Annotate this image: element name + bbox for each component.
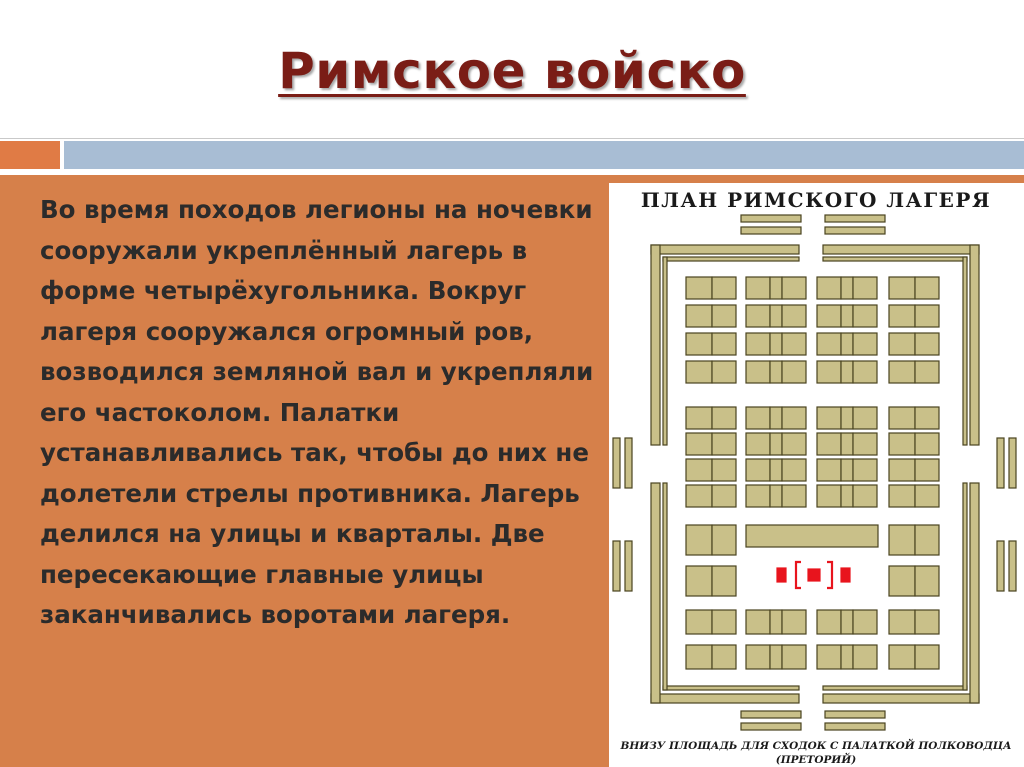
tent	[686, 525, 712, 555]
tent	[853, 645, 877, 669]
plan-title: ПЛАН РИМСКОГО ЛАГЕРЯ	[640, 188, 992, 212]
wall-right-bottom	[970, 483, 979, 703]
tent	[746, 333, 770, 355]
tent	[770, 361, 782, 383]
tent	[853, 433, 877, 455]
tent	[853, 485, 877, 507]
gate-top-bar-1	[741, 215, 801, 222]
gate-left-upper-2	[625, 438, 632, 488]
tent	[853, 361, 877, 383]
tent	[746, 459, 770, 481]
tent	[853, 277, 877, 299]
gate-top-bar-2	[741, 227, 801, 234]
tent	[889, 333, 915, 355]
tent	[782, 610, 806, 634]
gate-right-upper-2	[1009, 438, 1016, 488]
tent	[915, 525, 939, 555]
tent	[686, 566, 712, 596]
gate-right-upper-1	[997, 438, 1004, 488]
gate-bottom-bar-2	[741, 723, 801, 730]
tent	[782, 361, 806, 383]
wall-inner-bottom-right	[823, 686, 967, 690]
tent	[746, 407, 770, 429]
tent	[853, 333, 877, 355]
tent	[889, 407, 915, 429]
slide-title: Римское войско	[278, 42, 746, 100]
tent	[817, 277, 841, 299]
tent	[841, 485, 853, 507]
tent	[686, 645, 712, 669]
wall-inner-bottom-left	[663, 686, 799, 690]
tent	[782, 407, 806, 429]
tent	[782, 433, 806, 455]
gate-bottom-bar-1	[741, 711, 801, 718]
praetorium-tent	[808, 569, 820, 581]
wall-right-top	[970, 245, 979, 445]
tent	[915, 459, 939, 481]
wall-inner-right-bottom	[963, 483, 967, 690]
tent	[712, 433, 736, 455]
tent	[746, 305, 770, 327]
tent	[686, 407, 712, 429]
camp-tents	[686, 277, 939, 669]
tent	[817, 433, 841, 455]
praetorium-marker-left	[777, 568, 786, 582]
tent	[853, 407, 877, 429]
tent	[746, 361, 770, 383]
tent	[915, 277, 939, 299]
tent	[712, 525, 736, 555]
tent	[889, 433, 915, 455]
gate-left-lower-1	[613, 541, 620, 591]
gate-bottom-bar-3	[825, 711, 885, 718]
header-rule	[0, 138, 1024, 139]
tent	[889, 610, 915, 634]
wall-inner-right-top	[963, 257, 967, 445]
tent	[686, 305, 712, 327]
tent	[712, 333, 736, 355]
tent	[853, 459, 877, 481]
tent	[782, 459, 806, 481]
wall-bottom-right	[823, 694, 979, 703]
gate-top-bar-3	[825, 215, 885, 222]
tent	[841, 277, 853, 299]
gate-right-lower-1	[997, 541, 1004, 591]
tent	[915, 485, 939, 507]
tent	[712, 407, 736, 429]
tent	[746, 277, 770, 299]
tent	[770, 485, 782, 507]
tent	[712, 610, 736, 634]
wall-bottom-left	[651, 694, 799, 703]
tent	[817, 305, 841, 327]
gate-left-upper-1	[613, 438, 620, 488]
tent	[841, 407, 853, 429]
tent	[712, 485, 736, 507]
tent	[915, 645, 939, 669]
plan-caption-line1: ВНИЗУ ПЛОЩАДЬ ДЛЯ СХОДОК С ПАЛАТКОЙ ПОЛКОВОДЦА	[620, 740, 1012, 752]
tent	[746, 645, 770, 669]
gate-left-lower-2	[625, 541, 632, 591]
tent	[770, 645, 782, 669]
tent	[889, 645, 915, 669]
tent	[770, 407, 782, 429]
praetorium-icon	[777, 562, 850, 588]
tent	[782, 645, 806, 669]
tent	[712, 361, 736, 383]
tent	[817, 407, 841, 429]
accent-bar-blue	[64, 141, 1024, 169]
camp-gates	[613, 215, 1016, 730]
tent	[841, 610, 853, 634]
tent	[841, 305, 853, 327]
tent	[889, 361, 915, 383]
tent	[712, 305, 736, 327]
tent	[746, 610, 770, 634]
tent	[915, 361, 939, 383]
gate-bottom-bar-4	[825, 723, 885, 730]
tent	[770, 459, 782, 481]
wall-inner-left-bottom	[663, 483, 667, 690]
praetorium-marker-right	[841, 568, 850, 582]
accent-bar-orange	[0, 141, 60, 169]
tent	[686, 433, 712, 455]
tent	[770, 433, 782, 455]
wall-inner-top-right	[823, 257, 967, 261]
tent	[770, 610, 782, 634]
tent	[817, 361, 841, 383]
tent	[889, 459, 915, 481]
tent	[841, 333, 853, 355]
body-text: Во время походов легионы на ночевки сооружали укреплённый лагерь в форме четырёхугольника. Вокруг лагеря сооружался огромный ров, возводился земляной вал и укрепляли его частоколом. Палатки устанавливались так, чтобы до них не долетели стрелы противника. Лагерь делился на улицы и кварталы. Две пересекающие главные улицы заканчивались воротами лагеря.	[40, 195, 594, 629]
tent	[782, 277, 806, 299]
tent	[889, 485, 915, 507]
tent	[817, 459, 841, 481]
tent	[853, 305, 877, 327]
tent	[915, 407, 939, 429]
tent	[712, 459, 736, 481]
tent	[712, 277, 736, 299]
tent	[889, 525, 915, 555]
tent	[686, 610, 712, 634]
tent	[686, 459, 712, 481]
tent	[770, 333, 782, 355]
tent-long	[746, 525, 878, 547]
tent	[889, 305, 915, 327]
tent	[841, 645, 853, 669]
tent	[686, 277, 712, 299]
tent	[712, 645, 736, 669]
tent	[889, 566, 915, 596]
tent	[915, 566, 939, 596]
tent	[746, 433, 770, 455]
tent	[782, 485, 806, 507]
tent	[770, 277, 782, 299]
tent	[915, 305, 939, 327]
tent	[686, 485, 712, 507]
tent	[782, 333, 806, 355]
tent	[686, 333, 712, 355]
tent	[841, 459, 853, 481]
tent	[712, 566, 736, 596]
gate-right-lower-2	[1009, 541, 1016, 591]
tent	[817, 485, 841, 507]
tent	[817, 333, 841, 355]
tent	[915, 333, 939, 355]
tent	[889, 277, 915, 299]
tent	[841, 433, 853, 455]
tent	[915, 610, 939, 634]
roman-camp-plan-icon	[609, 183, 1024, 767]
wall-top-left	[651, 245, 799, 254]
wall-inner-left-top	[663, 257, 667, 445]
tent	[853, 610, 877, 634]
tent	[915, 433, 939, 455]
wall-left-top	[651, 245, 660, 445]
plan-caption-line2: (ПРЕТОРИЙ)	[775, 754, 857, 766]
tent	[817, 610, 841, 634]
tent	[841, 361, 853, 383]
camp-plan-panel	[609, 183, 1024, 767]
tent	[746, 485, 770, 507]
tent	[770, 305, 782, 327]
tent	[782, 305, 806, 327]
tent	[686, 361, 712, 383]
wall-left-bottom	[651, 483, 660, 703]
wall-inner-top-left	[663, 257, 799, 261]
tent	[817, 645, 841, 669]
gate-top-bar-4	[825, 227, 885, 234]
wall-top-right	[823, 245, 979, 254]
